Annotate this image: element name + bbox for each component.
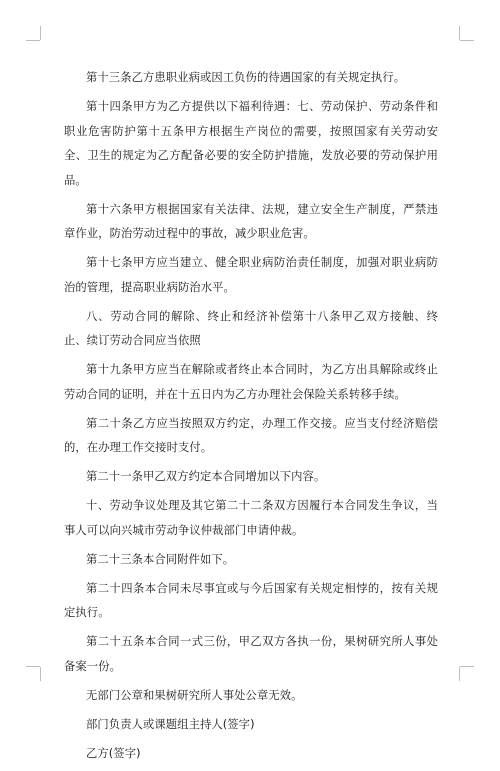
signature-line-department-head: 部门负责人或课题组主持人(签字) xyxy=(86,717,255,731)
paragraph-section-10-article-22: 十、劳动争议处理及其它第二十二条双方因履行本合同发生争议，当事人可以向兴城市劳动争议仲裁部门申请仲裁。 xyxy=(64,499,438,537)
paragraph-article-16: 第十六条甲方根据国家有关法律、法规，建立安全生产制度，严禁违章作业，防治劳动过程中的事故，减少职业危害。 xyxy=(64,202,438,240)
paragraph-article-21: 第二十一条甲乙双方约定本合同增加以下内容。 xyxy=(86,470,326,483)
paragraph-seal-note: 无部门公章和果树研究所人事处公章无效。 xyxy=(86,688,303,702)
paragraph-article-25: 第二十五条本合同一式三份，甲乙双方各执一份，果树研究所人事处备案一份。 xyxy=(64,635,438,673)
crop-mark-bottom-right xyxy=(459,667,460,681)
paragraph-article-14-15: 第十四条甲方为乙方提供以下福利待遇：七、劳动保护、劳动条件和职业危害防护第十五条甲方根据生产岗位的需要，按照国家有关劳动安全、卫生的规定为乙方配备必要的安全防护措施，发放必要的劳动保护用品。 xyxy=(64,100,438,187)
crop-mark-top-right xyxy=(459,26,460,40)
paragraph-section-8-article-18: 八、劳动合同的解除、终止和经济补偿第十八条甲乙双方接触、终止、续订劳动合同应当依照 xyxy=(64,309,438,347)
signature-line-party-b: 乙方(签字) xyxy=(86,746,141,760)
paragraph-article-19: 第十九条甲方应当在解除或者终止本合同时，为乙方出具解除或终止劳动合同的证明，并在十五日内为乙方办理社会保险关系转移手续。 xyxy=(64,363,438,401)
paragraph-article-23: 第二十三条本合同附件如下。 xyxy=(86,552,235,566)
crop-mark-bottom-right xyxy=(460,666,474,667)
crop-mark-top-left xyxy=(40,26,41,40)
crop-mark-bottom-left xyxy=(26,666,40,667)
paragraph-article-24: 第二十四条本合同未尽事宜或与今后国家有关规定相悖的，按有关规定执行。 xyxy=(64,581,438,619)
paragraph-article-13: 第十三条乙方患职业病或因工负伤的待遇国家的有关规定执行。 xyxy=(86,71,406,84)
crop-mark-top-left xyxy=(26,40,40,41)
crop-mark-bottom-left xyxy=(40,667,41,681)
paragraph-article-17: 第十七条甲方应当建立、健全职业病防治责任制度，加强对职业病防治的管理，提高职业病防治水平。 xyxy=(64,256,438,294)
crop-mark-top-right xyxy=(460,40,474,41)
paragraph-article-20: 第二十条乙方应当按照双方约定，办理工作交接。应当支付经济赔偿的，在办理工作交接时支付。 xyxy=(64,416,438,454)
document-body xyxy=(64,66,438,771)
